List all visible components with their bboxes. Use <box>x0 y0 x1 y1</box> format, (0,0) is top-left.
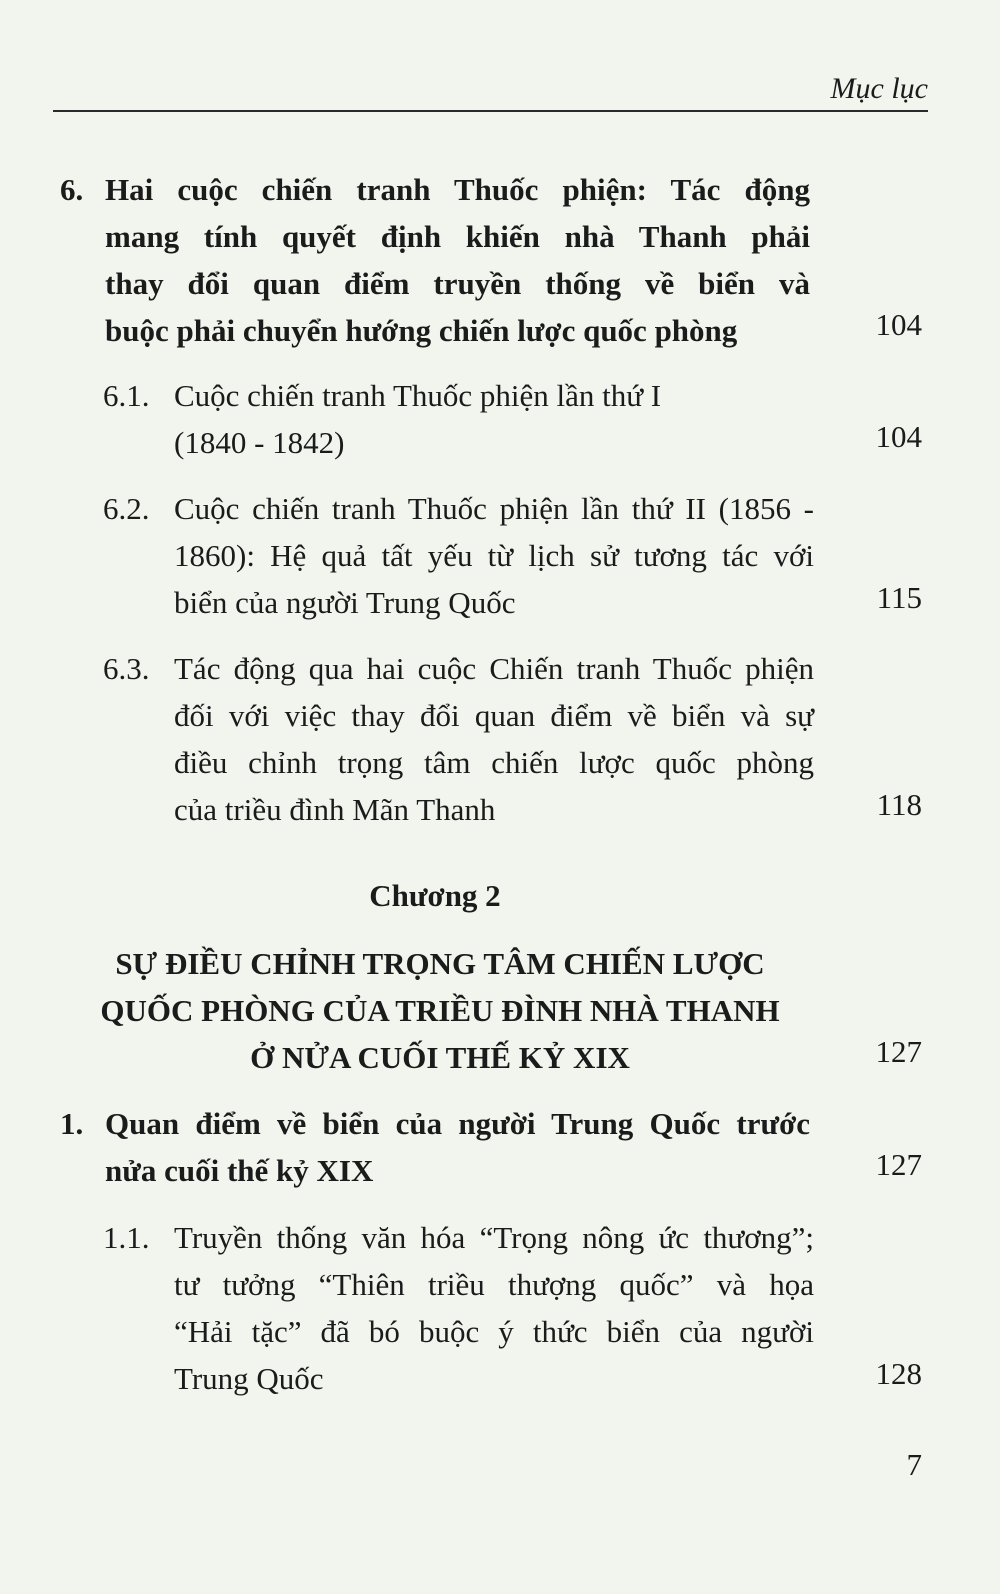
entry-line: Cuộc chiến tranh Thuốc phiện lần thứ I <box>174 378 662 413</box>
entry-line: của triều đình Mãn Thanh <box>174 792 496 827</box>
entry-text <box>105 1100 810 1194</box>
running-header-title: Mục lục <box>830 72 928 105</box>
page-number: 104 <box>875 419 922 454</box>
entry-line: thay đổi quan điểm truyền thống về biển và <box>105 266 810 301</box>
chapter-title-line: Ở NỬA CUỐI THẾ KỶ XIX <box>250 1040 630 1075</box>
entry-text <box>174 645 814 833</box>
entry-line: nửa cuối thế kỷ XIX <box>105 1153 374 1188</box>
page-number: 127 <box>875 1034 922 1069</box>
entry-line: Truyền thống văn hóa “Trọng nông ức thương”; <box>174 1220 814 1255</box>
page-number: 115 <box>876 580 922 615</box>
page-number: 104 <box>875 307 922 342</box>
entry-number: 6.3. <box>103 651 150 686</box>
entry-line: Cuộc chiến tranh Thuốc phiện lần thứ II (1856 - <box>174 491 814 526</box>
entry-number: 6. <box>60 172 84 207</box>
chapter-label: Chương 2 <box>369 878 501 913</box>
entry-line: biển của người Trung Quốc <box>174 585 516 620</box>
entry-line: đối với việc thay đổi quan điểm về biển và sự <box>174 698 814 733</box>
entry-text <box>174 372 814 466</box>
entry-number: 6.2. <box>103 491 150 526</box>
entry-line: điều chỉnh trọng tâm chiến lược quốc phòng <box>174 745 814 780</box>
entry-text <box>105 166 810 354</box>
entry-text <box>174 1214 814 1402</box>
chapter-title-line: QUỐC PHÒNG CỦA TRIỀU ĐÌNH NHÀ THANH <box>100 993 780 1028</box>
page-number: 127 <box>875 1147 922 1182</box>
entry-line: 1860): Hệ quả tất yếu từ lịch sử tương tác với <box>174 538 814 573</box>
entry-line: mang tính quyết định khiến nhà Thanh phải <box>105 219 810 254</box>
folio-page-number: 7 <box>906 1447 922 1482</box>
header-rule <box>53 110 928 112</box>
chapter-title <box>60 940 820 1081</box>
entry-line: buộc phải chuyển hướng chiến lược quốc phòng <box>105 313 738 348</box>
entry-line: “Hải tặc” đã bó buộc ý thức biển của người <box>174 1314 814 1349</box>
entry-line: Hai cuộc chiến tranh Thuốc phiện: Tác động <box>105 172 810 207</box>
entry-number: 1.1. <box>103 1220 150 1255</box>
page-number: 118 <box>876 787 922 822</box>
entry-line: (1840 - 1842) <box>174 425 345 460</box>
entry-number: 6.1. <box>103 378 150 413</box>
entry-line: Trung Quốc <box>174 1361 324 1396</box>
entry-line: Tác động qua hai cuộc Chiến tranh Thuốc phiện <box>174 651 814 686</box>
entry-line: Quan điểm về biển của người Trung Quốc trước <box>105 1106 810 1141</box>
entry-number: 1. <box>60 1106 84 1141</box>
entry-line: tư tưởng “Thiên triều thượng quốc” và họa <box>174 1267 814 1302</box>
entry-text <box>174 485 814 626</box>
page-number: 128 <box>875 1356 922 1391</box>
chapter-title-line: SỰ ĐIỀU CHỈNH TRỌNG TÂM CHIẾN LƯỢC <box>115 946 765 981</box>
